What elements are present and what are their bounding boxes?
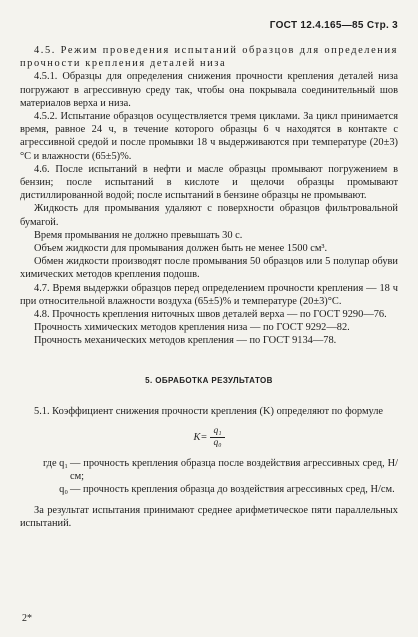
- legend-row: [20, 483, 398, 496]
- paragraph-wipe: Жидкость для промывания удаляют с поверхности образцов фильтровальной бумагой.: [20, 203, 398, 228]
- paragraph-liquid-exchange: Обмен жидкости производят после промывания 50 образцов или 5 полупар обуви химических методов крепления подошв.: [20, 256, 398, 281]
- section-title: 5. ОБРАБОТКА РЕЗУЛЬТАТОВ: [145, 375, 273, 385]
- formula-legend: [20, 457, 398, 497]
- formula: [20, 426, 398, 449]
- page-header: ГОСТ 12.4.165—85 Стр. 3: [269, 20, 398, 31]
- formula-denominator: q₀: [213, 438, 222, 449]
- paragraph-rinse-volume: Объем жидкости для промывания должен быть не менее 1500 см³.: [34, 243, 328, 255]
- legend-symbol: q₀: [59, 484, 68, 496]
- paragraph-4-5: 4.5. Режим проведения испытаний образцов для определения прочности крепления деталей низа: [20, 45, 398, 70]
- paragraph-4-6: 4.6. После испытаний в нефти и масле образцы промывают погружением в бензин; после испытаний в кислоте и щелочи образцы промывают дистиллированной водой; после испытаний в бензине образцы не промывают.: [20, 163, 398, 202]
- document-body: [20, 44, 398, 530]
- paragraph-mechanical-methods: Прочность механических методов крепления — по ГОСТ 9134—78.: [34, 335, 337, 347]
- formula-fraction: [210, 426, 224, 449]
- legend-text: — прочность крепления образца до воздействия агрессивных сред, Н/см.: [70, 484, 395, 496]
- formula-lhs: K=: [193, 431, 208, 443]
- paragraph-4-5-1: 4.5.1. Образцы для определения снижения прочности крепления деталей низа погружают в агрессивную среду так, чтобы она покрывала соединительный шов материалов верха и низа.: [20, 71, 398, 109]
- signature-mark: 2*: [22, 613, 32, 624]
- formula-numerator: q₁: [210, 426, 224, 438]
- paragraph-result: За результат испытания принимают среднее арифметическое пяти параллельных испытаний.: [20, 504, 398, 529]
- paragraph-4-7: 4.7. Время выдержки образцов перед определением прочности крепления — 18 ч при относительной влажности воздуха (65±5)% и температуре (20±3)°С.: [20, 282, 398, 307]
- paragraph-rinse-time: Время промывания не должно превышать 30 с.: [34, 229, 243, 241]
- paragraph-4-8: 4.8. Прочность крепления ниточных швов деталей верха — по ГОСТ 9290—76.: [34, 309, 387, 321]
- paragraph-chemical-methods: Прочность химических методов крепления низа — по ГОСТ 9292—82.: [34, 322, 350, 334]
- legend-row: [20, 457, 398, 483]
- legend-symbol: где q₁: [42, 458, 68, 470]
- legend-text: — прочность крепления образца после воздействия агрессивных сред, Н/см;: [70, 458, 398, 483]
- paragraph-5-1: 5.1. Коэффициент снижения прочности крепления (K) определяют по формуле: [34, 405, 384, 417]
- paragraph-4-5-2: 4.5.2. Испытание образцов осуществляется тремя циклами. За цикл принимается время, равное 24 ч, в течение которого образцы 6 ч находятся в контакте с агрессивной средой и после промывки 18 ч выдерживаются при температуре (20±3)°С и влажности (65±5)%.: [20, 111, 398, 162]
